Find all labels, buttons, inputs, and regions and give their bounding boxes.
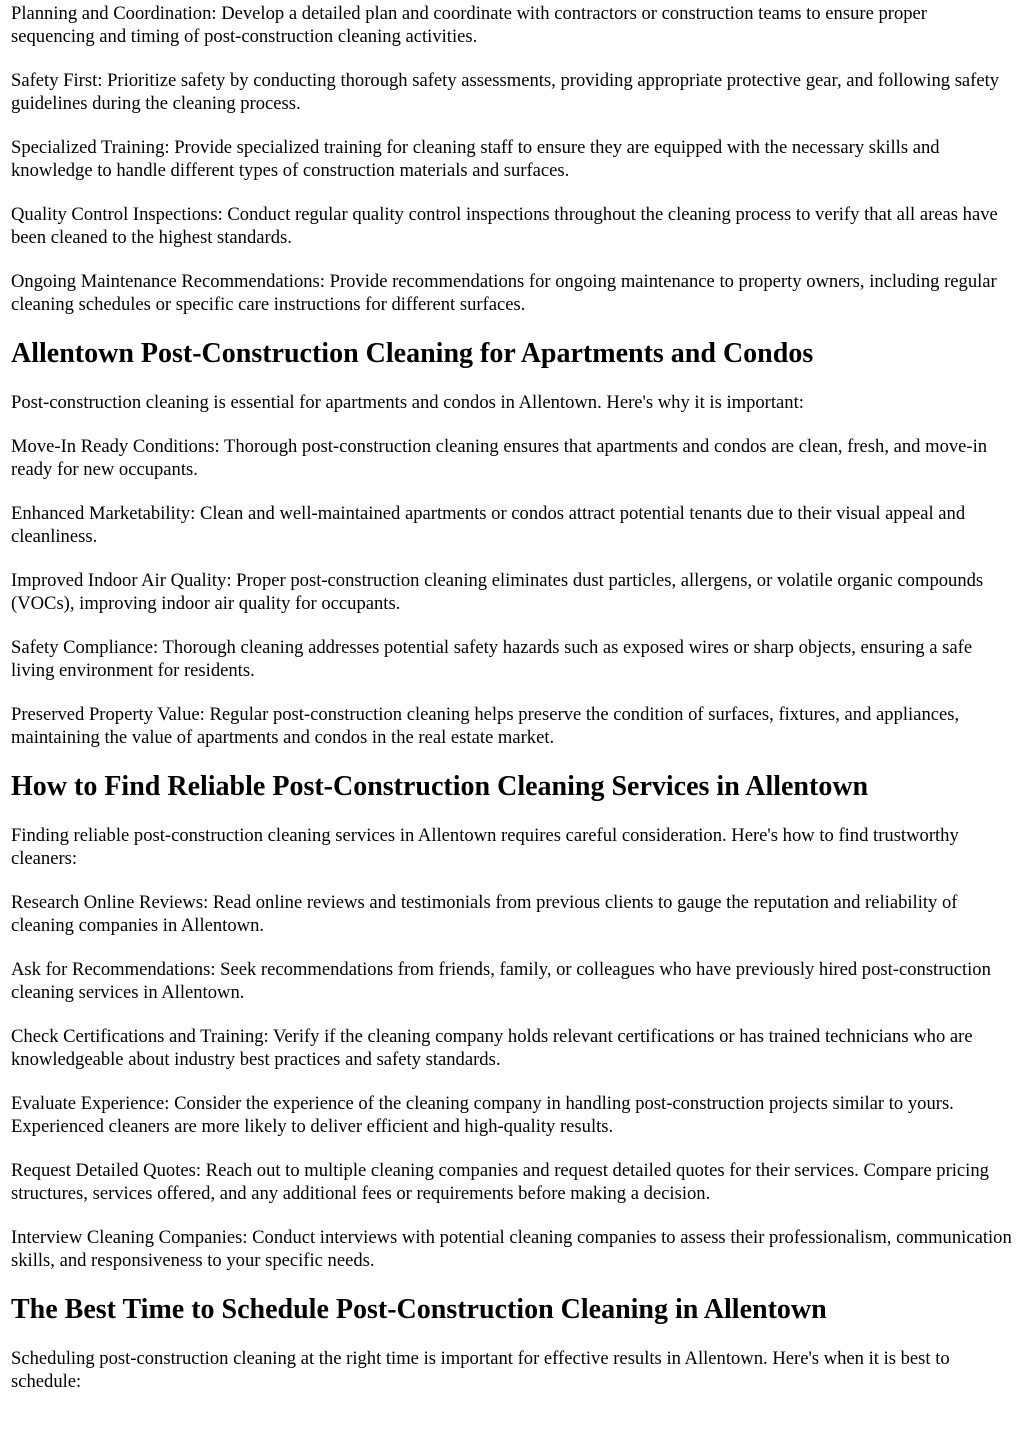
heading-find-services: How to Find Reliable Post-Construction Cleaning Services in Allentown [11,771,869,802]
paragraph-recommendations: Ask for Recommendations: Seek recommendations from friends, family, or colleagues who have previously hired post-construction cleaning services in Allentown. [11,959,991,1003]
paragraph-enhanced-marketability: Enhanced Marketability: Clean and well-maintained apartments or condos attract potential tenants due to their visual appeal and cleanliness. [11,503,966,547]
heading-apartments-condos: Allentown Post-Construction Cleaning for Apartments and Condos [11,338,814,369]
article-body [0,2,1024,1393]
paragraph-best-time-intro: Scheduling post-construction cleaning at the right time is important for effective results in Allentown. Here's when it is best to schedule: [11,1348,950,1392]
section-apartments-condos [11,337,1014,749]
paragraph-planning-coordination: Planning and Coordination: Develop a detailed plan and coordinate with contractors or construction teams to ensure proper sequencing and timing of post-construction cleaning activities. [11,3,927,47]
paragraph-experience: Evaluate Experience: Consider the experience of the cleaning company in handling post-construction projects similar to yours. Experienced cleaners are more likely to deliver efficient and high-quality results. [11,1093,954,1137]
paragraph-safety-first: Safety First: Prioritize safety by conducting thorough safety assessments, providing appropriate protective gear, and following safety guidelines during the cleaning process. [11,70,1000,114]
heading-best-time: The Best Time to Schedule Post-Construction Cleaning in Allentown [11,1294,827,1325]
paragraph-detailed-quotes: Request Detailed Quotes: Reach out to multiple cleaning companies and request detailed quotes for their services. Compare pricing structures, services offered, and any additional fees or requirements before making a decision. [11,1160,989,1204]
paragraph-online-reviews: Research Online Reviews: Read online reviews and testimonials from previous clients to gauge the reputation and reliability of cleaning companies in Allentown. [11,892,958,936]
paragraph-certifications: Check Certifications and Training: Verify if the cleaning company holds relevant certifications or has trained technicians who are knowledgeable about industry best practices and safety standards. [11,1026,973,1070]
paragraph-find-intro: Finding reliable post-construction cleaning services in Allentown requires careful consideration. Here's how to find trustworthy cleaners: [11,825,959,869]
paragraph-specialized-training: Specialized Training: Provide specialized training for cleaning staff to ensure they are equipped with the necessary skills and knowledge to handle different types of construction materials and surfaces. [11,137,940,181]
paragraph-safety-compliance: Safety Compliance: Thorough cleaning addresses potential safety hazards such as exposed wires or sharp objects, ensuring a safe living environment for residents. [11,637,973,681]
paragraph-move-in-ready: Move-In Ready Conditions: Thorough post-construction cleaning ensures that apartments and condos are clean, fresh, and move-in ready for new occupants. [11,436,988,480]
paragraph-indoor-air-quality: Improved Indoor Air Quality: Proper post-construction cleaning eliminates dust particles, allergens, or volatile organic compounds (VOCs), improving indoor air quality for occupants. [11,570,984,614]
paragraph-apartments-intro: Post-construction cleaning is essential for apartments and condos in Allentown. Here's why it is important: [11,392,804,413]
section-intro-list [11,2,1014,316]
section-best-time [11,1293,1014,1393]
paragraph-ongoing-maintenance: Ongoing Maintenance Recommendations: Provide recommendations for ongoing maintenance to property owners, including regular cleaning schedules or specific care instructions for different surfaces. [11,271,997,315]
paragraph-interview-companies: Interview Cleaning Companies: Conduct interviews with potential cleaning companies to assess their professionalism, communication skills, and responsiveness to your specific needs. [11,1227,1012,1271]
paragraph-quality-control: Quality Control Inspections: Conduct regular quality control inspections throughout the cleaning process to verify that all areas have been cleaned to the highest standards. [11,204,998,248]
paragraph-property-value: Preserved Property Value: Regular post-construction cleaning helps preserve the condition of surfaces, fixtures, and appliances, maintaining the value of apartments and condos in the real estate market. [11,704,960,748]
section-find-services [11,770,1014,1272]
